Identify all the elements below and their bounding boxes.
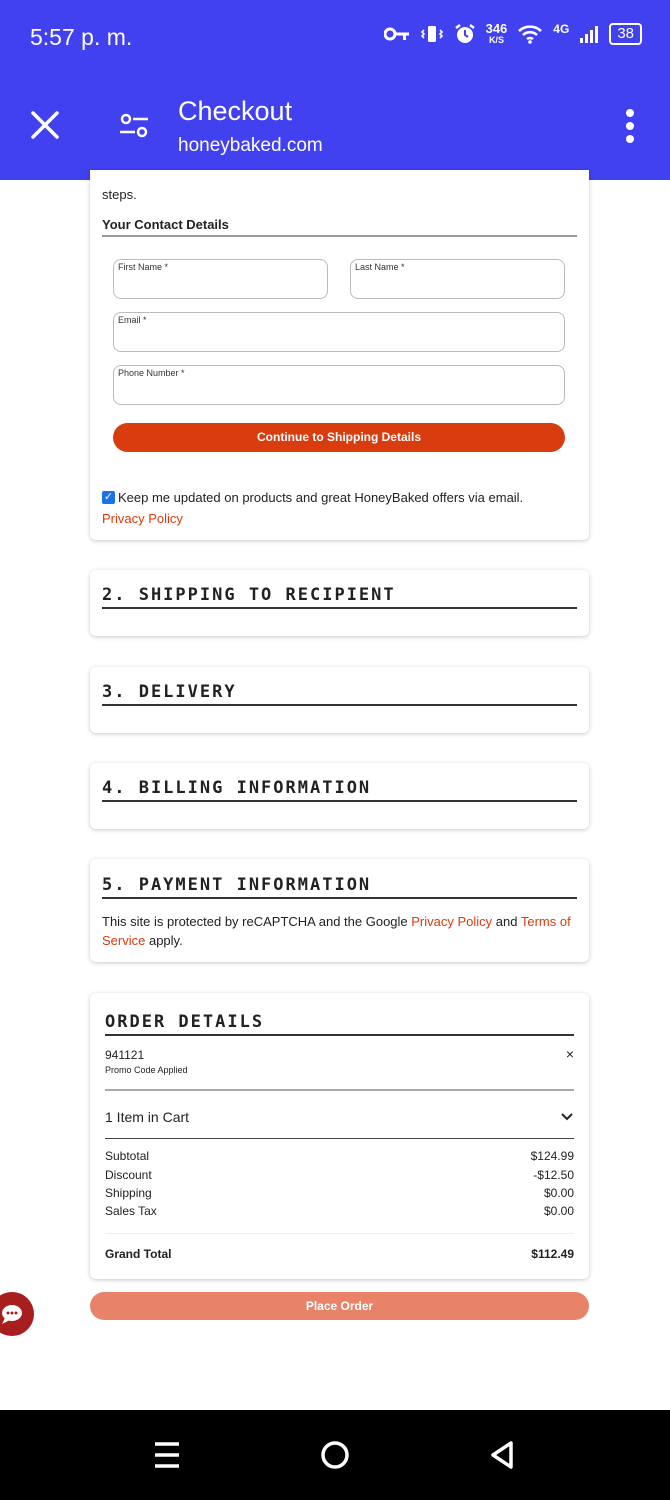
recent-apps-icon[interactable] xyxy=(150,1438,184,1472)
vpn-key-icon xyxy=(384,26,410,42)
wifi-icon xyxy=(517,24,543,44)
divider xyxy=(105,1089,574,1091)
remove-promo-button[interactable]: × xyxy=(565,1046,574,1062)
last-name-field[interactable] xyxy=(350,259,565,299)
payment-section[interactable] xyxy=(90,859,589,962)
place-order-button[interactable]: Place Order xyxy=(90,1292,589,1320)
privacy-policy-link[interactable]: Privacy Policy xyxy=(102,511,183,526)
recaptcha-notice: This site is protected by reCAPTCHA and the Google Privacy Policy and Terms of Service apply. xyxy=(102,914,571,948)
sales-tax-row: Sales Tax $0.00 xyxy=(105,1204,574,1218)
subtotal-row: Subtotal $124.99 xyxy=(105,1149,574,1163)
shipping-row: Shipping $0.00 xyxy=(105,1186,574,1200)
email-label: Email * xyxy=(118,315,147,325)
battery-indicator: 38 xyxy=(609,23,642,45)
vibrate-icon xyxy=(420,24,444,44)
net-speed: 346 K/S xyxy=(485,21,508,45)
newsletter-option xyxy=(102,490,523,505)
system-nav-bar xyxy=(0,1410,670,1500)
newsletter-checkbox[interactable]: ✓ xyxy=(103,491,114,503)
order-details-title: ORDER DETAILS xyxy=(105,1012,574,1036)
cart-items-toggle[interactable] xyxy=(105,1107,574,1127)
shipping-section[interactable] xyxy=(90,570,589,636)
discount-row: Discount -$12.50 xyxy=(105,1168,574,1182)
intro-text: steps. xyxy=(102,187,137,202)
alarm-icon xyxy=(454,23,476,45)
site-settings-icon[interactable] xyxy=(118,110,150,142)
payment-title: 5. PAYMENT INFORMATION xyxy=(102,875,577,899)
phone-label: Phone Number * xyxy=(118,368,185,378)
back-icon[interactable] xyxy=(486,1438,520,1472)
delivery-title: 3. DELIVERY xyxy=(102,682,577,706)
cart-count: 1 Item in Cart xyxy=(105,1109,190,1125)
google-privacy-link[interactable]: Privacy Policy xyxy=(411,914,493,929)
promo-code: 941121 xyxy=(105,1048,145,1062)
close-icon[interactable] xyxy=(28,108,62,142)
email-field[interactable] xyxy=(113,312,565,352)
grand-total-row: Grand Total $112.49 xyxy=(105,1247,574,1261)
phone-field[interactable] xyxy=(113,365,565,405)
google-terms-link[interactable]: Terms of Service xyxy=(102,914,571,948)
contact-heading: Your Contact Details xyxy=(102,217,577,237)
billing-section[interactable] xyxy=(90,763,589,829)
shipping-title: 2. SHIPPING TO RECIPIENT xyxy=(102,585,577,609)
status-icons xyxy=(384,22,642,45)
chat-icon xyxy=(0,1292,34,1336)
last-name-label: Last Name * xyxy=(355,262,405,272)
continue-to-shipping-button[interactable]: Continue to Shipping Details xyxy=(113,423,565,452)
more-options-icon[interactable] xyxy=(624,108,636,144)
first-name-field[interactable] xyxy=(113,259,328,299)
page-title: Checkout xyxy=(178,96,293,126)
status-time: 5:57 p. m. xyxy=(30,24,133,50)
home-icon[interactable] xyxy=(318,1438,352,1472)
billing-title: 4. BILLING INFORMATION xyxy=(102,778,577,802)
delivery-section[interactable] xyxy=(90,667,589,733)
chat-button[interactable] xyxy=(0,1292,34,1336)
promo-status: Promo Code Applied xyxy=(105,1065,188,1075)
network-type: 4G xyxy=(553,22,570,36)
divider xyxy=(105,1138,574,1139)
app-header xyxy=(0,0,670,180)
contact-details-card xyxy=(90,170,589,540)
order-details-card xyxy=(90,993,589,1279)
page-url: honeybaked.com xyxy=(178,135,323,156)
newsletter-text: Keep me updated on products and great HoneyBaked offers via email. xyxy=(118,490,524,505)
signal-icon xyxy=(579,24,599,44)
divider xyxy=(105,1233,574,1234)
first-name-label: First Name * xyxy=(118,262,169,272)
chevron-down-icon xyxy=(560,1112,574,1122)
